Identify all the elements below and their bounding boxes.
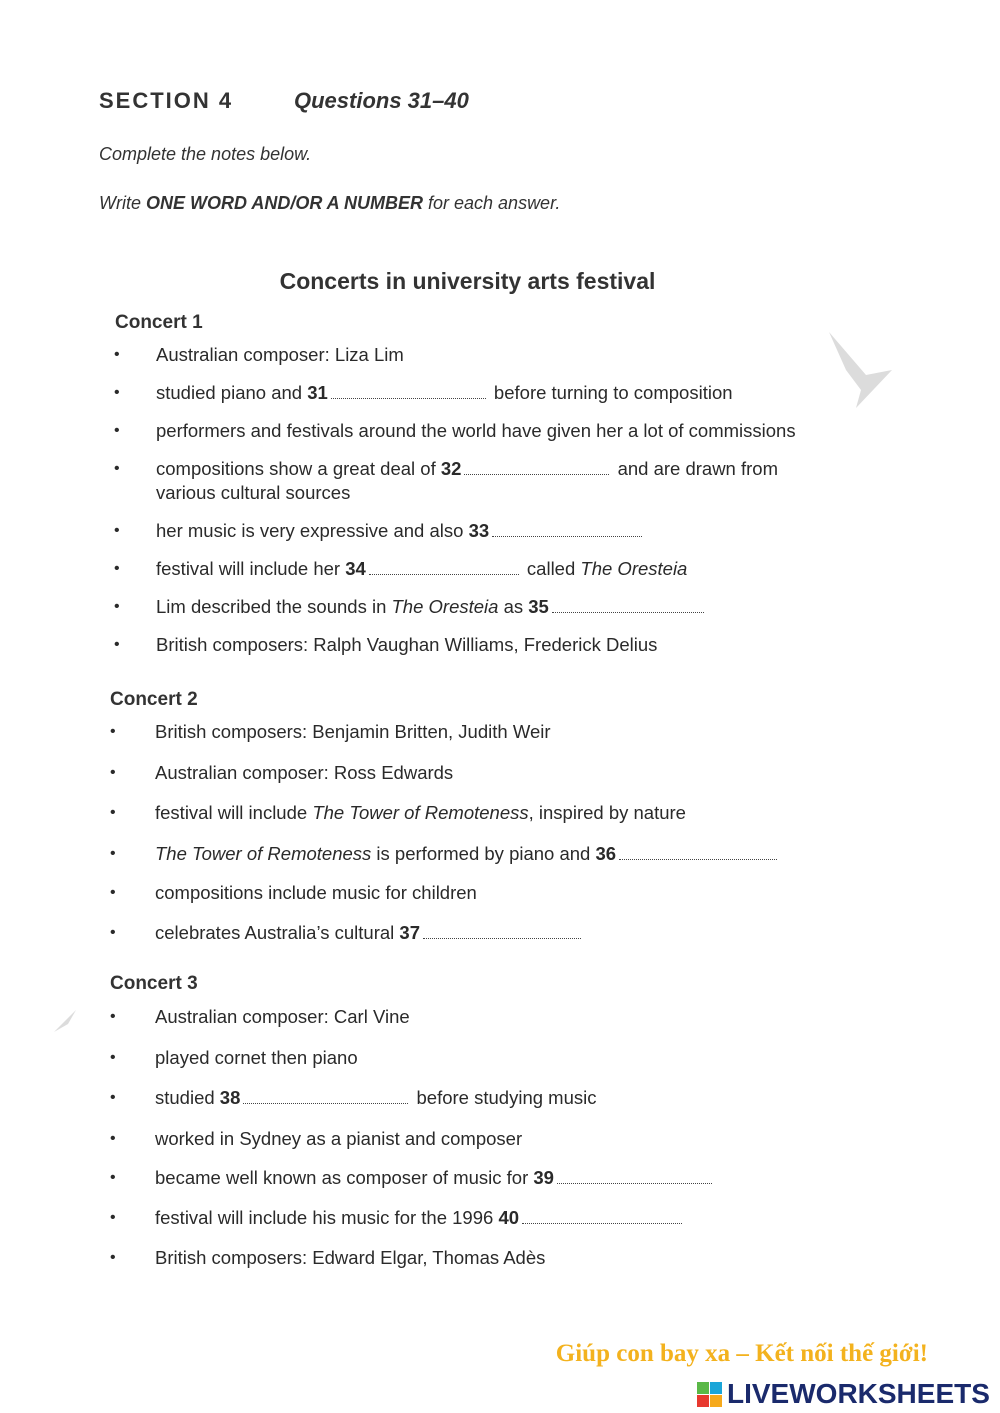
concert-3-heading: Concert 3 <box>110 973 198 994</box>
answer-blank-39[interactable] <box>557 1169 712 1184</box>
liveworksheets-logo-icon <box>697 1382 723 1408</box>
liveworksheets-logo[interactable] <box>697 1378 993 1410</box>
footer-slogan: Giúp con bay xa – Kết nối thế giới! <box>555 1340 928 1367</box>
question-number: 38 <box>219 1087 241 1108</box>
bird-decoration-icon <box>826 330 898 412</box>
list-item-continuation: various cultural sources <box>156 482 351 503</box>
instruction-write: Write ONE WORD AND/OR A NUMBER for each answer. <box>99 193 561 213</box>
question-number: 31 <box>307 382 328 403</box>
answer-blank-40[interactable] <box>522 1209 682 1224</box>
answer-blank-32[interactable] <box>464 460 609 475</box>
concert-1-heading: Concert 1 <box>115 312 203 333</box>
answer-blank-33[interactable] <box>492 522 642 537</box>
question-number: 37 <box>399 922 420 943</box>
section-label: SECTION 4 <box>99 88 234 113</box>
bird-decoration-icon <box>52 1008 78 1034</box>
answer-blank-38[interactable] <box>243 1089 408 1104</box>
notes-title: Concerts in university arts festival <box>279 268 656 294</box>
answer-blank-37[interactable] <box>423 924 581 939</box>
concert-2-heading: Concert 2 <box>110 689 198 710</box>
question-number: 39 <box>533 1167 554 1188</box>
brand-name: LIVEWORKSHEETS <box>727 1378 990 1409</box>
answer-blank-35[interactable] <box>552 598 704 613</box>
question-number: 35 <box>528 596 549 617</box>
question-number: 33 <box>468 520 490 541</box>
questions-range: Questions 31–40 <box>294 88 469 113</box>
question-number: 32 <box>440 458 462 479</box>
answer-blank-34[interactable] <box>369 560 519 575</box>
question-number: 34 <box>345 558 366 579</box>
question-number: 40 <box>498 1207 520 1228</box>
answer-blank-36[interactable] <box>619 845 777 860</box>
answer-blank-31[interactable] <box>331 384 486 399</box>
question-number: 36 <box>595 843 617 864</box>
instruction-complete: Complete the notes below. <box>99 144 312 164</box>
